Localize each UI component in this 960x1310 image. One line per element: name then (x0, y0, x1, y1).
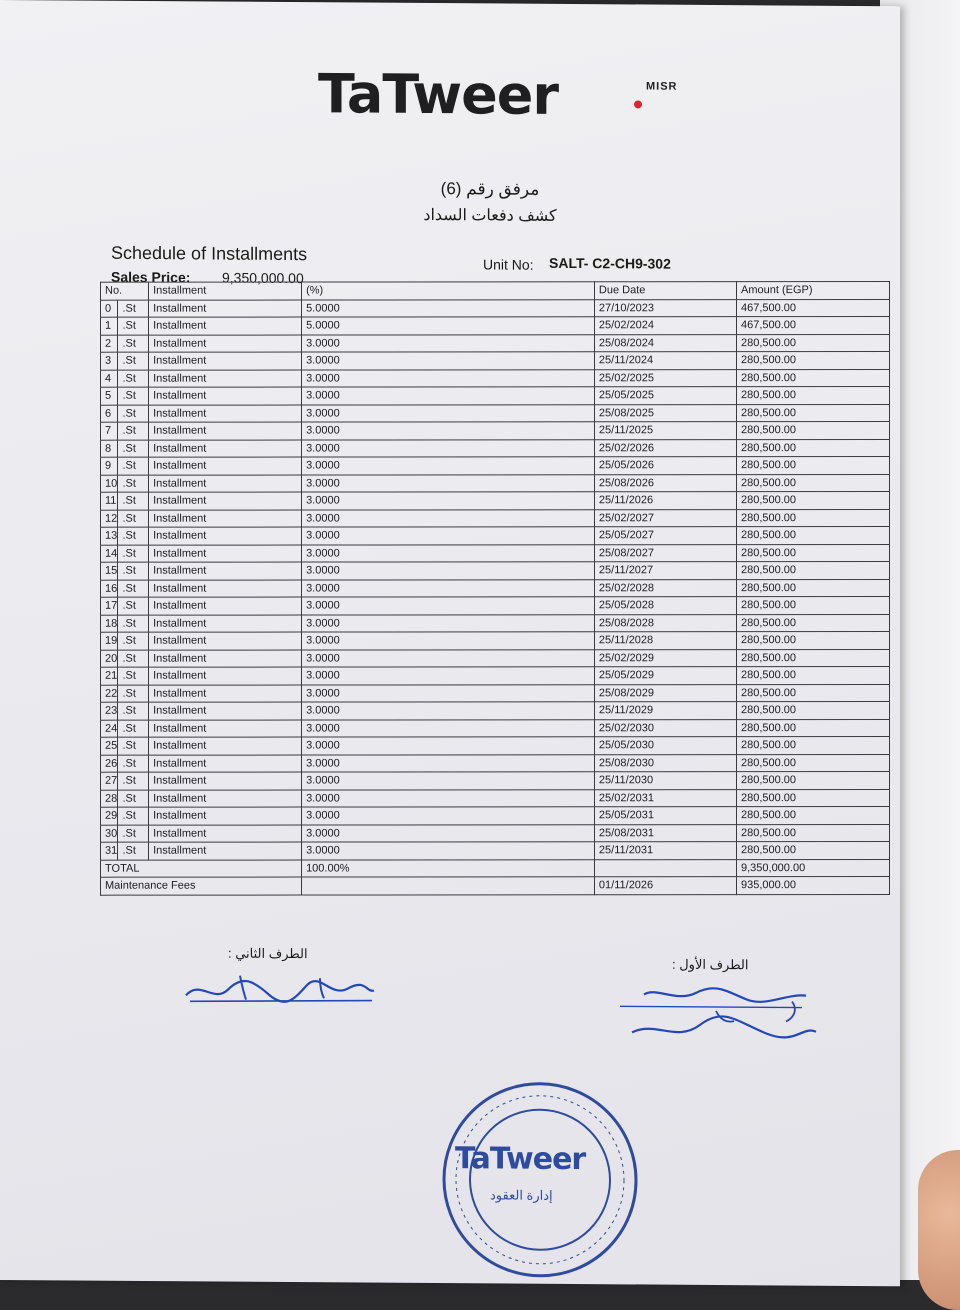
cell-st: .St (118, 405, 149, 423)
cell-due-date: 25/02/2027 (594, 509, 736, 527)
cell-installment: Installment (149, 650, 302, 668)
cell-installment: Installment (149, 457, 302, 475)
cell-pct: 3.0000 (302, 649, 595, 667)
logo-red-dot (634, 100, 642, 108)
table-row (101, 474, 890, 492)
cell-pct: 3.0000 (302, 544, 595, 562)
cell-st: .St (118, 475, 149, 493)
cell-st: .St (118, 370, 149, 388)
table-row (101, 299, 890, 317)
cell-st: .St (118, 615, 149, 633)
table-row (101, 789, 890, 807)
cell-st: .St (118, 440, 149, 458)
cell-installment: Installment (149, 772, 302, 790)
cell-pct: 3.0000 (302, 404, 595, 422)
cell-pct: 3.0000 (302, 562, 595, 580)
cell-due-date: 25/11/2025 (594, 422, 736, 440)
table-row (101, 387, 890, 405)
cell-installment: Installment (149, 825, 302, 843)
cell-st: .St (118, 387, 149, 405)
cell-amount: 280,500.00 (736, 754, 889, 772)
table-row (101, 527, 890, 545)
cell-no: 1 (101, 317, 118, 335)
cell-due-date: 25/05/2026 (594, 457, 736, 475)
table-row (101, 737, 890, 755)
cell-st: .St (118, 545, 149, 563)
cell-no: 12 (101, 510, 118, 528)
cell-no: 16 (101, 580, 118, 598)
installments-table-wrap (100, 281, 890, 895)
col-header-no: No. (101, 282, 149, 300)
cell-st: .St (118, 352, 149, 370)
cell-pct: 3.0000 (302, 614, 595, 632)
schedule-title: Schedule of Installments (111, 242, 308, 265)
cell-amount: 280,500.00 (736, 387, 889, 405)
cell-st: .St (118, 422, 149, 440)
cell-pct: 3.0000 (302, 387, 595, 405)
maintenance-amount: 935,000.00 (736, 877, 889, 895)
cell-st: .St (118, 807, 149, 825)
cell-installment: Installment (149, 317, 302, 335)
cell-amount: 280,500.00 (736, 772, 889, 790)
cell-due-date: 25/05/2028 (594, 597, 736, 615)
cell-amount: 280,500.00 (736, 422, 889, 440)
cell-pct: 3.0000 (302, 842, 595, 860)
cell-due-date: 25/05/2030 (594, 737, 736, 755)
cell-no: 3 (101, 352, 118, 370)
cell-no: 11 (101, 492, 118, 510)
col-header-pct: (%) (302, 282, 595, 300)
company-logo: TaTweer (318, 62, 558, 127)
total-pct: 100.00% (302, 859, 595, 877)
cell-installment: Installment (149, 300, 302, 318)
cell-amount: 280,500.00 (736, 562, 889, 580)
cell-installment: Installment (149, 527, 302, 545)
table-row (101, 684, 890, 702)
cell-due-date: 25/02/2031 (594, 789, 736, 807)
cell-amount: 280,500.00 (736, 667, 889, 685)
cell-pct: 3.0000 (302, 474, 595, 492)
cell-pct: 3.0000 (302, 719, 595, 737)
second-party-label: الطرف الثاني : (228, 945, 308, 962)
cell-installment: Installment (149, 562, 302, 580)
cell-no: 14 (101, 545, 118, 563)
cell-pct: 3.0000 (302, 807, 595, 825)
table-row (101, 824, 890, 842)
cell-no: 13 (101, 527, 118, 545)
cell-due-date: 25/02/2029 (594, 649, 736, 667)
cell-amount: 280,500.00 (736, 737, 889, 755)
stamp-department: إدارة العقود (490, 1187, 553, 1203)
cell-no: 18 (101, 615, 118, 633)
cell-no: 4 (101, 370, 118, 388)
cell-amount: 280,500.00 (736, 544, 889, 562)
cell-no: 9 (101, 457, 118, 475)
hand-thumb (918, 1150, 960, 1310)
cell-installment: Installment (149, 440, 302, 458)
cell-amount: 280,500.00 (736, 404, 889, 422)
cell-installment: Installment (149, 475, 302, 493)
table-row (101, 842, 890, 860)
company-stamp (438, 1079, 642, 1280)
first-party-signature (616, 980, 826, 1051)
cell-installment: Installment (149, 702, 302, 720)
cell-st: .St (118, 755, 149, 773)
cell-st: .St (118, 597, 149, 615)
cell-amount: 467,500.00 (736, 299, 889, 317)
cell-amount: 280,500.00 (736, 474, 889, 492)
maintenance-label: Maintenance Fees (101, 877, 302, 895)
table-row (101, 667, 890, 685)
cell-amount: 280,500.00 (736, 492, 889, 510)
cell-st: .St (118, 632, 149, 650)
cell-pct: 3.0000 (302, 422, 595, 440)
cell-due-date: 25/11/2028 (594, 632, 736, 650)
cell-installment: Installment (149, 842, 302, 860)
cell-installment: Installment (149, 510, 302, 528)
cell-pct: 3.0000 (302, 632, 595, 650)
cell-amount: 280,500.00 (736, 719, 889, 737)
total-due-empty (594, 859, 736, 877)
cell-installment: Installment (149, 755, 302, 773)
cell-due-date: 25/08/2025 (594, 404, 736, 422)
cell-no: 21 (101, 667, 118, 685)
table-row (101, 754, 890, 772)
cell-pct: 3.0000 (302, 334, 595, 352)
table-row (101, 597, 890, 615)
unit-no-label: Unit No: (483, 256, 534, 273)
cell-due-date: 25/02/2030 (594, 719, 736, 737)
table-row (101, 649, 890, 667)
cell-st: .St (118, 737, 149, 755)
cell-pct: 5.0000 (302, 317, 595, 335)
cell-amount: 280,500.00 (736, 789, 889, 807)
cell-st: .St (118, 685, 149, 703)
table-header-row (101, 282, 890, 300)
table-row (101, 544, 890, 562)
cell-installment: Installment (149, 597, 302, 615)
table-row (101, 579, 890, 597)
cell-pct: 3.0000 (302, 754, 595, 772)
cell-due-date: 25/05/2029 (594, 667, 736, 685)
cell-no: 7 (101, 422, 118, 440)
cell-st: .St (118, 457, 149, 475)
maintenance-due: 01/11/2026 (594, 877, 736, 895)
first-party-label: الطرف الأول : (672, 956, 749, 973)
table-row (101, 614, 890, 632)
cell-st: .St (118, 580, 149, 598)
cell-due-date: 25/05/2027 (594, 527, 736, 545)
cell-installment: Installment (149, 737, 302, 755)
cell-installment: Installment (149, 545, 302, 563)
table-row (101, 404, 890, 422)
maintenance-pct-empty (302, 877, 595, 895)
cell-installment: Installment (149, 405, 302, 423)
cell-st: .St (118, 650, 149, 668)
cell-installment: Installment (149, 352, 302, 370)
cell-amount: 280,500.00 (736, 352, 889, 370)
cell-pct: 3.0000 (302, 492, 595, 510)
cell-installment: Installment (149, 422, 302, 440)
cell-pct: 3.0000 (302, 352, 595, 370)
table-row (101, 369, 890, 387)
cell-installment: Installment (149, 667, 302, 685)
cell-pct: 3.0000 (302, 789, 595, 807)
cell-installment: Installment (149, 387, 302, 405)
cell-amount: 280,500.00 (736, 369, 889, 387)
cell-amount: 280,500.00 (736, 597, 889, 615)
cell-due-date: 25/05/2031 (594, 807, 736, 825)
cell-st: .St (118, 492, 149, 510)
cell-due-date: 27/10/2023 (594, 299, 736, 317)
cell-pct: 3.0000 (302, 509, 595, 527)
cell-pct: 3.0000 (302, 439, 595, 457)
cell-installment: Installment (149, 790, 302, 808)
cell-st: .St (118, 772, 149, 790)
cell-no: 30 (101, 825, 118, 843)
cell-due-date: 25/08/2026 (594, 474, 736, 492)
cell-amount: 280,500.00 (736, 807, 889, 825)
cell-no: 10 (101, 475, 118, 493)
cell-no: 5 (101, 387, 118, 405)
unit-no-value: SALT- C2-CH9-302 (549, 254, 671, 272)
table-body (101, 299, 890, 860)
cell-pct: 3.0000 (302, 579, 595, 597)
cell-amount: 280,500.00 (736, 334, 889, 352)
cell-pct: 3.0000 (302, 369, 595, 387)
cell-due-date: 25/02/2026 (594, 439, 736, 457)
cell-due-date: 25/11/2026 (594, 492, 736, 510)
cell-amount: 280,500.00 (736, 842, 889, 860)
cell-pct: 3.0000 (302, 667, 595, 685)
cell-due-date: 25/08/2030 (594, 754, 736, 772)
cell-due-date: 25/08/2029 (594, 684, 736, 702)
cell-due-date: 25/08/2031 (594, 824, 736, 842)
cell-due-date: 25/11/2031 (594, 842, 736, 860)
cell-amount: 280,500.00 (736, 824, 889, 842)
table-row (101, 422, 890, 440)
cell-no: 19 (101, 632, 118, 650)
cell-due-date: 25/08/2028 (594, 614, 736, 632)
table-row (101, 334, 890, 352)
cell-amount: 280,500.00 (736, 632, 889, 650)
cell-no: 31 (101, 842, 118, 860)
cell-amount: 280,500.00 (736, 579, 889, 597)
table-row (101, 439, 890, 457)
total-row (101, 859, 890, 877)
cell-due-date: 25/02/2024 (594, 317, 736, 335)
total-label: TOTAL (101, 860, 302, 878)
cell-due-date: 25/02/2025 (594, 369, 736, 387)
cell-st: .St (118, 720, 149, 738)
table-row (101, 492, 890, 510)
table-row (101, 719, 890, 737)
annex-number: مرفق رقم (6) (440, 179, 540, 199)
cell-pct: 3.0000 (302, 527, 595, 545)
cell-st: .St (118, 510, 149, 528)
cell-no: 29 (101, 807, 118, 825)
col-header-due-date: Due Date (594, 282, 736, 300)
total-amount: 9,350,000.00 (736, 859, 889, 877)
installments-table (100, 281, 890, 895)
cell-installment: Installment (149, 685, 302, 703)
cell-no: 27 (101, 772, 118, 790)
cell-pct: 3.0000 (302, 597, 595, 615)
cell-no: 6 (101, 405, 118, 423)
cell-installment: Installment (149, 632, 302, 650)
cell-amount: 280,500.00 (736, 439, 889, 457)
cell-amount: 280,500.00 (736, 457, 889, 475)
table-row (101, 457, 890, 475)
cell-amount: 280,500.00 (736, 527, 889, 545)
cell-no: 15 (101, 562, 118, 580)
cell-no: 2 (101, 335, 118, 353)
cell-no: 8 (101, 440, 118, 458)
cell-st: .St (118, 702, 149, 720)
cell-st: .St (118, 790, 149, 808)
payments-statement-title: كشف دفعات السداد (423, 206, 557, 225)
cell-due-date: 25/11/2030 (594, 772, 736, 790)
cell-amount: 280,500.00 (736, 509, 889, 527)
cell-st: .St (118, 317, 149, 335)
cell-no: 23 (101, 702, 118, 720)
table-row (101, 509, 890, 527)
cell-no: 26 (101, 755, 118, 773)
cell-pct: 3.0000 (302, 684, 595, 702)
cell-installment: Installment (149, 615, 302, 633)
cell-due-date: 25/11/2027 (594, 562, 736, 580)
cell-st: .St (118, 842, 149, 860)
table-row (101, 632, 890, 650)
col-header-installment: Installment (149, 282, 302, 300)
logo-sub: MISR (646, 80, 678, 93)
cell-pct: 3.0000 (302, 824, 595, 842)
table-row (101, 352, 890, 370)
cell-installment: Installment (149, 580, 302, 598)
cell-pct: 3.0000 (302, 772, 595, 790)
cell-st: .St (118, 825, 149, 843)
cell-no: 22 (101, 685, 118, 703)
cell-pct: 3.0000 (302, 702, 595, 720)
cell-amount: 467,500.00 (736, 317, 889, 335)
cell-pct: 3.0000 (302, 737, 595, 755)
cell-no: 17 (101, 597, 118, 615)
cell-st: .St (118, 300, 149, 318)
cell-st: .St (118, 335, 149, 353)
sales-price-value: 9,350,000.00 (222, 269, 304, 287)
cell-st: .St (118, 562, 149, 580)
cell-pct: 5.0000 (302, 299, 595, 317)
cell-amount: 280,500.00 (736, 684, 889, 702)
table-row (101, 772, 890, 790)
cell-due-date: 25/02/2028 (594, 579, 736, 597)
cell-due-date: 25/11/2024 (594, 352, 736, 370)
cell-installment: Installment (149, 492, 302, 510)
cell-no: 24 (101, 720, 118, 738)
col-header-amount: Amount (EGP) (736, 282, 889, 300)
cell-due-date: 25/08/2024 (594, 334, 736, 352)
table-row (101, 317, 890, 335)
cell-due-date: 25/08/2027 (594, 544, 736, 562)
cell-amount: 280,500.00 (736, 614, 889, 632)
stamp-brand: TaTweer (455, 1141, 586, 1178)
cell-amount: 280,500.00 (736, 649, 889, 667)
cell-amount: 280,500.00 (736, 702, 889, 720)
cell-pct: 3.0000 (302, 457, 595, 475)
maintenance-row (101, 877, 890, 895)
cell-installment: Installment (149, 335, 302, 353)
cell-installment: Installment (149, 370, 302, 388)
cell-installment: Installment (149, 807, 302, 825)
cell-no: 25 (101, 737, 118, 755)
cell-st: .St (118, 527, 149, 545)
cell-st: .St (118, 667, 149, 685)
table-row (101, 702, 890, 720)
cell-due-date: 25/05/2025 (594, 387, 736, 405)
cell-installment: Installment (149, 720, 302, 738)
table-row (101, 807, 890, 825)
cell-due-date: 25/11/2029 (594, 702, 736, 720)
second-party-signature (180, 967, 380, 1018)
table-row (101, 562, 890, 580)
cell-no: 28 (101, 790, 118, 808)
cell-no: 20 (101, 650, 118, 668)
cell-no: 0 (101, 300, 118, 318)
sales-price-label: Sales Price: (111, 268, 191, 286)
